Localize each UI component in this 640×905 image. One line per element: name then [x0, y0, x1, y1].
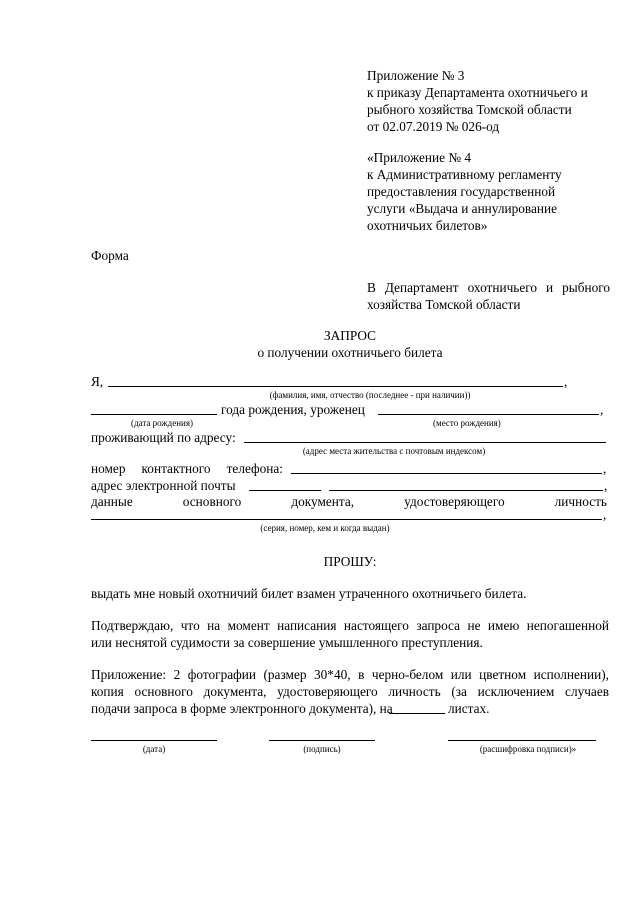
phone-word-1: номер — [91, 461, 126, 476]
address-hint: (адрес места жительства с почтовым индексом) — [302, 446, 486, 456]
document-data-label — [91, 493, 607, 510]
doc-word-5: личность — [554, 494, 607, 509]
request-heading: ПРОШУ: — [323, 554, 377, 569]
appendix-4-line-2: к Административному регламенту — [367, 167, 562, 182]
birth-place-field[interactable] — [378, 414, 599, 415]
document-data-hint: (серия, номер, кем и когда выдан) — [260, 523, 390, 533]
addressee-line-1: В Департамент охотничьего и рыбного — [367, 280, 610, 295]
document-data-field[interactable] — [91, 519, 602, 520]
name-comma: , — [564, 374, 568, 389]
appendix-4-line-4: услуги «Выдача и аннулирование — [367, 201, 558, 216]
document-title: ЗАПРОС — [323, 328, 377, 343]
attachment-line-2: копия основного документа, удостоверяющего личность (за исключением случаев — [91, 684, 609, 699]
full-name-hint: (фамилия, имя, отчество (последнее - при наличии)) — [269, 390, 471, 400]
signature-decoding-hint: (расшифровка подписи)» — [479, 744, 577, 754]
attachment-line-3-end: листах. — [448, 701, 490, 716]
doc-word-2: основного — [182, 494, 242, 509]
email-label: адрес электронной почты — [91, 478, 236, 493]
addressee-line-2: хозяйства Томской области — [367, 297, 521, 312]
phone-field[interactable] — [291, 473, 602, 474]
email-field-part-1[interactable] — [249, 490, 321, 491]
request-text: выдать мне новый охотничий билет взамен утраченного охотничьего билета. — [91, 586, 527, 601]
birth-year-text: года рождения, уроженец — [221, 402, 365, 417]
date-signature-field[interactable] — [91, 740, 217, 741]
i-prefix: Я, — [91, 374, 104, 389]
doc-word-1: данные — [91, 494, 133, 509]
phone-word-2: контактного — [141, 461, 211, 476]
birth-date-field[interactable] — [91, 414, 217, 415]
signature-field[interactable] — [269, 740, 375, 741]
birth-place-hint: (место рождения) — [433, 418, 501, 428]
sheet-count-field[interactable] — [389, 713, 445, 714]
confirm-line-1: Подтверждаю, что на момент написания настоящего запроса не имею непогашенной — [91, 618, 609, 633]
attachment-line-3-start: подачи запроса в форме электронного документа), на — [91, 701, 393, 716]
date-signature-hint: (дата) — [142, 744, 166, 754]
address-field[interactable] — [244, 442, 606, 443]
document-subtitle: о получении охотничьего билета — [257, 345, 443, 360]
doc-word-3: документа, — [291, 494, 355, 509]
phone-comma: , — [603, 461, 607, 476]
full-name-field[interactable] — [108, 386, 563, 387]
birth-date-hint: (дата рождения) — [131, 418, 193, 428]
signature-hint: (подпись) — [303, 744, 341, 754]
birth-place-comma: , — [600, 402, 604, 417]
phone-label — [91, 460, 283, 477]
doc-word-4: удостоверяющего — [404, 494, 505, 509]
phone-word-3: телефона: — [226, 461, 283, 476]
form-label: Форма — [91, 248, 129, 263]
appendix-3-line-1: Приложение № 3 — [367, 68, 465, 83]
confirm-line-2: или неснятой судимости за совершение умышленного преступления. — [91, 635, 483, 650]
email-comma: , — [604, 478, 608, 493]
appendix-4-line-3: предоставления государственной — [367, 184, 556, 199]
signature-decoding-field[interactable] — [448, 740, 596, 741]
appendix-3-line-2: к приказу Департамента охотничьего и — [367, 85, 588, 100]
appendix-3-line-3: рыбного хозяйства Томской области — [367, 102, 572, 117]
email-field-part-2[interactable] — [329, 490, 603, 491]
appendix-4-line-1: «Приложение № 4 — [367, 150, 471, 165]
address-label: проживающий по адресу: — [91, 430, 236, 445]
appendix-4-line-5: охотничьих билетов» — [367, 218, 488, 233]
appendix-3-line-4: от 02.07.2019 № 026-од — [367, 119, 500, 134]
document-comma: , — [603, 507, 607, 522]
attachment-line-1: Приложение: 2 фотографии (размер 30*40, в черно-белом или цветном исполнении), — [91, 667, 609, 682]
